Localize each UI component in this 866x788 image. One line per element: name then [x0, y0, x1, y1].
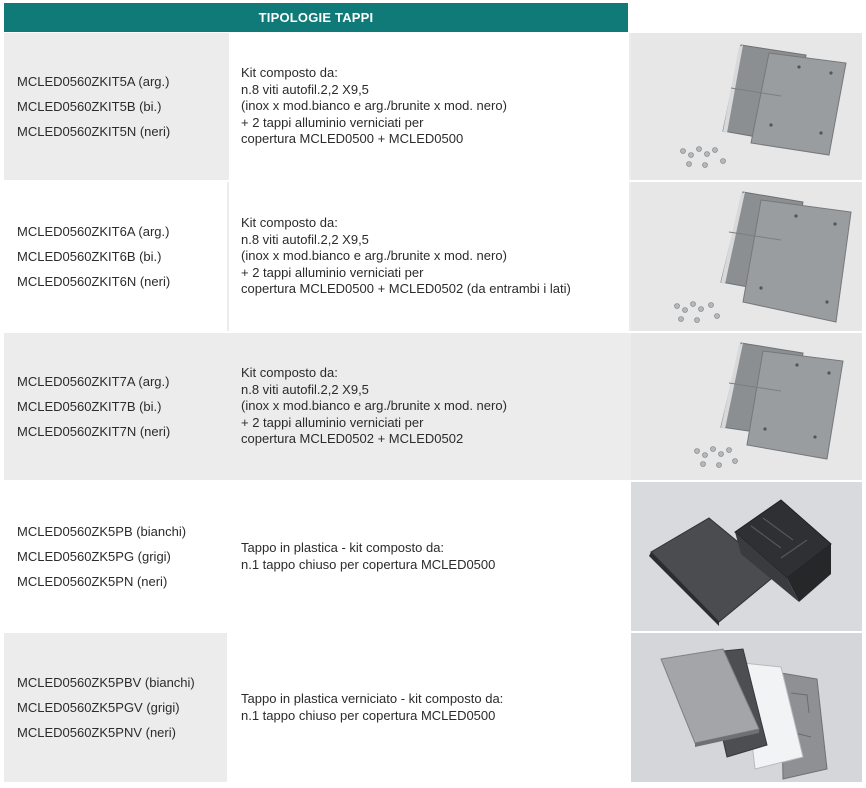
description-cell: [229, 33, 629, 180]
description-line: (inox x mod.bianco e arg./brunite x mod. nero): [241, 248, 507, 264]
description-line: n.1 tappo chiuso per copertura MCLED0500: [241, 556, 496, 572]
product-code: MCLED0560ZK5PNV (neri): [17, 725, 176, 740]
product-code: MCLED0560ZKIT5N (neri): [17, 124, 171, 139]
table-row: [4, 182, 862, 331]
description-cell: [229, 482, 629, 631]
description-line: copertura MCLED0502 + MCLED0502: [241, 431, 464, 447]
aluminium-end-caps-with-screws-icon: [631, 182, 862, 331]
product-codes-cell: [4, 182, 227, 331]
product-code: MCLED0560ZK5PG (grigi): [17, 549, 171, 564]
black-plastic-caps-icon: [631, 482, 862, 631]
description-line: Kit composto da:: [241, 215, 338, 231]
product-codes-cell: [4, 333, 227, 480]
painted-plastic-caps-icon: [631, 633, 862, 782]
product-code: MCLED0560ZKIT5B (bi.): [17, 99, 162, 114]
product-code: MCLED0560ZKIT7A (arg.): [17, 374, 170, 389]
description-line: n.8 viti autofil.2,2 X9,5: [241, 81, 369, 97]
description-cell: [229, 633, 629, 782]
description-line: copertura MCLED0500 + MCLED0500: [241, 131, 464, 147]
description-line: Tappo in plastica verniciato - kit composto da:: [241, 691, 504, 706]
description-line: n.8 viti autofil.2,2 X9,5: [241, 231, 369, 247]
description-line: (inox x mod.bianco e arg./brunite x mod. nero): [241, 398, 507, 414]
product-code: MCLED0560ZKIT5A (arg.): [17, 74, 170, 89]
description-line: + 2 tappi alluminio verniciati per: [241, 414, 424, 430]
table-row: [4, 333, 862, 480]
product-codes-cell: [4, 633, 227, 782]
description-cell: [229, 333, 629, 480]
description-line: + 2 tappi alluminio verniciati per: [241, 114, 424, 130]
product-code: MCLED0560ZKIT6B (bi.): [17, 249, 162, 264]
aluminium-end-caps-with-screws-icon: [631, 33, 862, 180]
aluminium-end-caps-with-screws-icon: [631, 333, 862, 480]
product-code: MCLED0560ZK5PBV (bianchi): [17, 675, 195, 690]
table-row: [4, 633, 862, 782]
description-line: (inox x mod.bianco e arg./brunite x mod. nero): [241, 98, 507, 114]
product-code: MCLED0560ZK5PB (bianchi): [17, 524, 187, 539]
description-line: + 2 tappi alluminio verniciati per: [241, 264, 424, 280]
product-code: MCLED0560ZK5PGV (grigi): [17, 700, 180, 715]
product-code: MCLED0560ZKIT7N (neri): [17, 424, 171, 439]
description-line: copertura MCLED0500 + MCLED0502 (da entrambi i lati): [241, 281, 571, 297]
table-header: [4, 3, 628, 32]
description-line: Kit composto da:: [241, 365, 338, 381]
product-code: MCLED0560ZK5PN (neri): [17, 574, 168, 589]
table-row: [4, 33, 862, 180]
product-code: MCLED0560ZKIT6N (neri): [17, 274, 171, 289]
table-row: [4, 482, 862, 631]
product-code: MCLED0560ZKIT6A (arg.): [17, 224, 170, 239]
product-code: MCLED0560ZKIT7B (bi.): [17, 399, 162, 414]
product-codes-cell: [4, 33, 227, 180]
description-line: Kit composto da:: [241, 65, 338, 81]
description-line: n.8 viti autofil.2,2 X9,5: [241, 381, 369, 397]
description-line: n.1 tappo chiuso per copertura MCLED0500: [241, 707, 496, 723]
description-cell: [229, 182, 629, 331]
product-codes-cell: [4, 482, 227, 631]
table-header-title: TIPOLOGIE TAPPI: [258, 10, 374, 25]
description-line: Tappo in plastica - kit composto da:: [241, 540, 445, 555]
